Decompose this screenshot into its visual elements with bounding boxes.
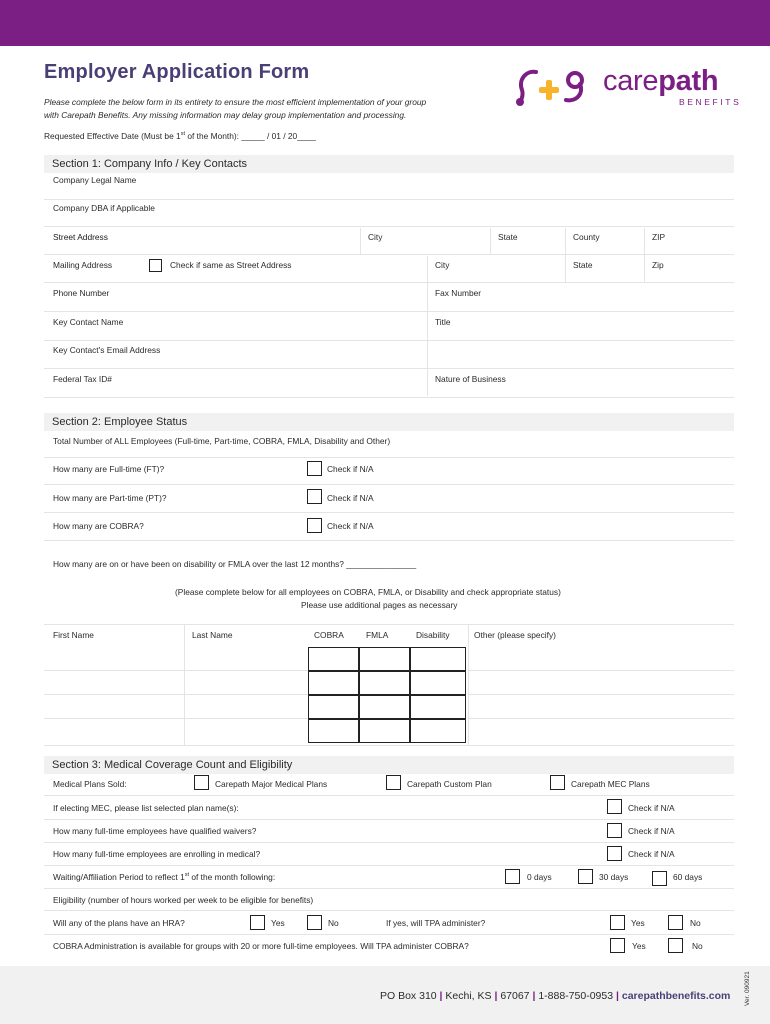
days30-checkbox[interactable] [578,869,593,884]
federal-tax-label: Federal Tax ID# [53,374,112,384]
tpa-no-checkbox[interactable] [668,915,683,930]
hra-label: Will any of the plans have an HRA? [53,918,185,928]
waiting-prefix: Waiting/Affiliation Period to reflect 1 [53,872,185,882]
nature-business-label: Nature of Business [435,374,506,384]
tpa-yes-checkbox[interactable] [610,915,625,930]
cobra-cell[interactable] [308,695,359,719]
city-label: City [368,232,383,242]
divider [44,624,734,625]
same-as-street-label: Check if same as Street Address [170,260,292,270]
hra-no-checkbox[interactable] [307,915,322,930]
cobra-admin-no-label: No [692,941,703,951]
zip-label: ZIP [652,232,666,242]
waivers-na-label: Check if N/A [628,826,675,836]
mec-list-label: If electing MEC, please list selected plan name(s): [53,803,239,813]
full-time-label: How many are Full-time (FT)? [53,464,165,474]
plan-mec-label: Carepath MEC Plans [571,779,650,789]
state-label: State [498,232,518,242]
days0-checkbox[interactable] [505,869,520,884]
effective-date-sup: st [180,131,185,138]
waivers-field[interactable] [44,842,734,843]
part-time-na-label: Check if N/A [327,493,374,503]
col-fmla: FMLA [366,630,389,640]
table-row[interactable] [44,745,734,746]
footer-divider: | [439,990,443,1002]
section3-header: Section 3: Medical Coverage Count and Eligibility [44,756,734,774]
cobra-admin-no-checkbox[interactable] [668,938,683,953]
part-time-label: How many are Part-time (PT)? [53,493,167,503]
cobra-na-checkbox[interactable] [307,518,322,533]
footer-divider: | [532,990,536,1002]
company-legal-name-field[interactable] [44,199,734,200]
waivers-label: How many full-time employees have qualified waivers? [53,826,257,836]
table-row[interactable] [44,670,309,671]
table-row[interactable] [468,718,734,719]
disability-cell[interactable] [410,719,466,743]
divider [44,795,734,796]
col-first-name: First Name [53,630,94,640]
instruction-line-1: (Please complete below for all employees on COBRA, FMLA, or Disability and check appropriate status) [175,587,561,597]
fmla-cell[interactable] [359,671,410,695]
waiting-sup: st [184,872,190,879]
cobra-label: How many are COBRA? [53,521,144,531]
logo-subtitle: BENEFITS [679,97,742,107]
divider [468,624,469,746]
footer-divider: | [494,990,498,1002]
intro-line-1: Please complete the below form in its entirety to ensure the most efficient implementation of your group [44,97,427,107]
enrolling-label: How many full-time employees are enrolling in medical? [53,849,261,859]
version-label: Ver. 090921 [744,971,751,1006]
disability-question[interactable]: How many are on or have been on disability or FMLA over the last 12 months? _______________ [53,559,417,569]
plan-custom-checkbox[interactable] [386,775,401,790]
footer-zip: 67067 [500,990,530,1002]
days0-label: 0 days [527,872,552,882]
footer-divider: | [615,990,619,1002]
table-row[interactable] [44,718,309,719]
col-cobra: COBRA [314,630,344,640]
key-contact-name-label: Key Contact Name [53,317,124,327]
divider [184,624,185,746]
street-address-field[interactable] [44,254,734,255]
mec-list-field[interactable] [44,819,734,820]
state2-label: State [573,260,593,270]
hra-yes-label: Yes [271,918,285,928]
tpa-label: If yes, will TPA administer? [386,918,486,928]
divider [490,228,491,254]
waivers-na-checkbox[interactable] [607,823,622,838]
city2-label: City [435,260,450,270]
footer-website-link[interactable]: carepathbenefits.com [621,990,731,1002]
logo-wordmark [603,65,718,98]
full-time-na-checkbox[interactable] [307,461,322,476]
disability-cell[interactable] [410,647,466,671]
phone-label: Phone Number [53,288,110,298]
key-contact-email-label: Key Contact's Email Address [53,345,161,355]
cobra-na-label: Check if N/A [327,521,374,531]
cobra-cell[interactable] [308,647,359,671]
mailing-address-field[interactable] [44,282,734,283]
section1-header: Section 1: Company Info / Key Contacts [44,155,734,173]
waiting-suffix: of the month following: [189,872,276,882]
divider [44,888,734,889]
days60-checkbox[interactable] [652,871,667,886]
cobra-cell[interactable] [308,719,359,743]
part-time-na-checkbox[interactable] [307,489,322,504]
cobra-admin-yes-label: Yes [632,941,646,951]
key-contact-field[interactable] [44,340,734,341]
table-row[interactable] [468,670,734,671]
footer-address: PO Box 310 [380,990,437,1002]
fmla-cell[interactable] [359,719,410,743]
plan-major-checkbox[interactable] [194,775,209,790]
total-employees-field[interactable] [44,457,734,458]
phone-fax-field[interactable] [44,311,734,312]
table-row[interactable] [468,694,734,695]
mec-na-label: Check if N/A [628,803,675,813]
fmla-cell[interactable] [359,695,410,719]
footer-city: Kechi, KS [445,990,492,1002]
days60-label: 60 days [673,872,703,882]
plan-mec-checkbox[interactable] [550,775,565,790]
cobra-field[interactable] [44,540,734,541]
col-other: Other (please specify) [474,630,556,640]
col-disability: Disability [416,630,450,640]
col-last-name: Last Name [192,630,233,640]
divider [565,228,566,282]
total-employees-label: Total Number of ALL Employees (Full-time, Part-time, COBRA, FMLA, Disability and Other) [53,436,391,446]
divider [427,256,428,396]
effective-date-prefix: Requested Effective Date (Must be 1 [44,131,181,141]
street-address-label: Street Address [53,232,108,242]
hra-no-label: No [328,918,339,928]
hra-yes-checkbox[interactable] [250,915,265,930]
cobra-cell[interactable] [308,671,359,695]
full-time-field[interactable] [44,484,734,485]
table-row[interactable] [44,694,309,695]
section2-header: Section 2: Employee Status [44,413,734,431]
federal-tax-field[interactable] [44,397,734,398]
fax-label: Fax Number [435,288,482,298]
footer-phone: 1-888-750-0953 [538,990,614,1002]
same-as-street-checkbox[interactable] [149,259,162,272]
zip2-label: Zip [652,260,664,270]
enrolling-na-label: Check if N/A [628,849,675,859]
cobra-admin-yes-checkbox[interactable] [610,938,625,953]
key-contact-email-field[interactable] [44,368,734,369]
footer-contact [380,990,730,1002]
plan-custom-label: Carepath Custom Plan [407,779,492,789]
cobra-admin-label: COBRA Administration is available for groups with 20 or more full-time employees. Will TPA administer COBRA? [53,941,469,951]
eligibility-label: Eligibility (number of hours worked per week to be eligible for benefits) [53,895,314,905]
waiting-period-label [53,872,275,882]
tpa-no-label: No [690,918,701,928]
enrolling-na-checkbox[interactable] [607,846,622,861]
effective-date[interactable] [44,131,316,141]
title-label: Title [435,317,451,327]
effective-date-suffix: of the Month): _____ / 01 / 20____ [185,131,316,141]
header-bar [0,0,770,46]
full-time-na-label: Check if N/A [327,464,374,474]
plan-major-label: Carepath Major Medical Plans [215,779,328,789]
eligibility-field[interactable] [44,910,734,911]
enrolling-field[interactable] [44,865,734,866]
tpa-yes-label: Yes [631,918,645,928]
intro-text [44,96,504,122]
divider [644,228,645,282]
mec-na-checkbox[interactable] [607,799,622,814]
part-time-field[interactable] [44,512,734,513]
company-dba-field[interactable] [44,226,734,227]
disability-cell[interactable] [410,671,466,695]
intro-line-2: with Carepath Benefits. Any missing information may delay group implementation and processing. [44,110,407,120]
company-dba-label: Company DBA if Applicable [53,203,155,213]
company-legal-name-label: Company Legal Name [53,175,137,185]
county-label: County [573,232,600,242]
logo-word-light: care [603,65,659,97]
logo-word-bold: path [658,65,719,97]
plans-sold-label: Medical Plans Sold: [53,779,127,789]
mailing-address-label: Mailing Address [53,260,113,270]
divider [360,228,361,254]
instruction-line-2: Please use additional pages as necessary [301,600,458,610]
days30-label: 30 days [599,872,629,882]
disability-cell[interactable] [410,695,466,719]
page-title: Employer Application Form [44,61,310,83]
divider [44,934,734,935]
fmla-cell[interactable] [359,647,410,671]
